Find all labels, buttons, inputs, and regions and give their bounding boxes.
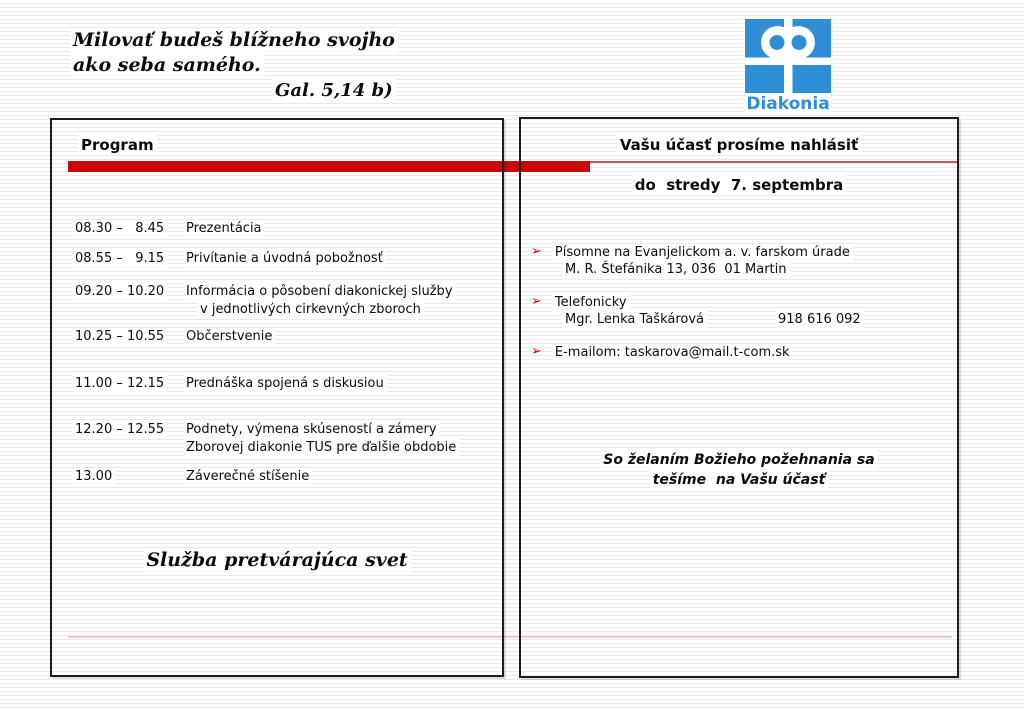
rsvp-title: Vašu účasť prosíme nahlásiť <box>521 135 957 155</box>
arrow-bullet-icon: ➢ <box>531 244 542 259</box>
program-title: Program <box>78 135 157 155</box>
rsvp-option-email <box>531 344 793 362</box>
program-time: 12.20 – 12.55 <box>72 421 167 439</box>
rsvp-option-text: Písomne na Evanjelickom a. v. farskom úrade <box>552 244 853 262</box>
program-activity: Prednáška spojená s diskusiou <box>183 375 387 393</box>
program-row <box>72 421 487 455</box>
contact-name: Mgr. Lenka Taškárová <box>562 311 707 329</box>
program-time: 10.25 – 10.55 <box>72 328 167 346</box>
rsvp-phone-contact <box>562 311 951 329</box>
program-time: 08.30 – 8.45 <box>72 220 167 238</box>
contact-phone-number: 918 616 092 <box>775 311 864 329</box>
program-row <box>72 468 487 484</box>
rsvp-deadline: do stredy 7. septembra <box>521 175 957 195</box>
diakonia-logo <box>745 19 831 114</box>
quote-line-1: Milovať budeš blížneho svojho <box>70 28 398 52</box>
program-row <box>72 328 487 344</box>
arrow-bullet-icon: ➢ <box>531 294 542 309</box>
rsvp-option-text: E-mailom: taskarova@mail.t-com.sk <box>552 344 793 362</box>
program-activity: Podnety, výmena skúseností a zámery <box>183 421 440 439</box>
program-row <box>72 375 487 391</box>
arrow-bullet-icon: ➢ <box>531 344 542 359</box>
rsvp-option-phone <box>531 294 630 312</box>
program-activity: Občerstvenie <box>183 328 275 346</box>
quote-reference: Gal. 5,14 b) <box>272 79 396 102</box>
program-row <box>72 283 487 317</box>
logo-wordmark: Diakonia <box>746 94 830 114</box>
program-activity-line2: Zborovej diakonie TUS pre ďalšie obdobie <box>183 439 459 457</box>
rsvp-option-written <box>531 244 853 262</box>
rsvp-panel <box>519 117 959 678</box>
crown-cross-icon <box>745 19 831 93</box>
rsvp-option-text: Telefonicky <box>552 294 630 312</box>
program-activity: Informácia o pôsobení diakonickej služby <box>183 283 456 301</box>
program-activity: Záverečné stíšenie <box>183 468 312 486</box>
program-row <box>72 220 487 236</box>
program-time: 09.20 – 10.20 <box>72 283 167 301</box>
program-time: 08.55 – 9.15 <box>72 250 167 268</box>
program-panel <box>50 118 504 677</box>
program-activity-line2: v jednotlivých cirkevných zboroch <box>197 301 424 319</box>
program-activity: Prezentácia <box>183 220 265 238</box>
program-activity: Privítanie a úvodná pobožnosť <box>183 250 386 268</box>
program-motto: Služba pretvárajúca svet <box>52 548 502 572</box>
program-time: 11.00 – 12.15 <box>72 375 167 393</box>
rsvp-address: M. R. Štefánika 13, 036 01 Martin <box>562 261 951 279</box>
quote-line-2: ako seba samého. <box>70 53 264 77</box>
program-time: 13.00 <box>72 468 115 486</box>
closing-blessing: So želaním Božieho požehnania sa tešíme na Vašu účasť <box>521 450 957 490</box>
program-row <box>72 250 487 266</box>
